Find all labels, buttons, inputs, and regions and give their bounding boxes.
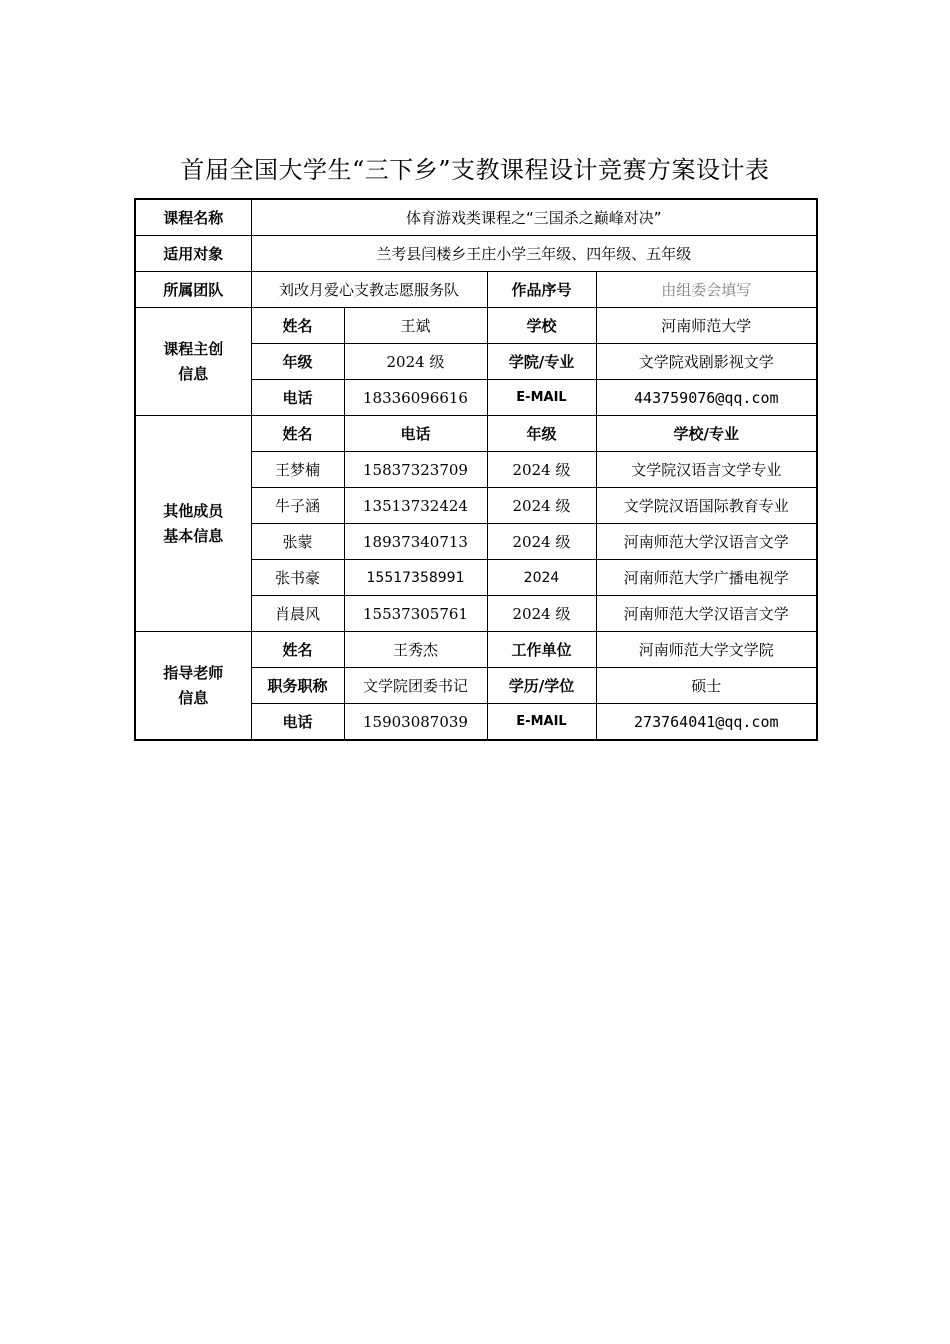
creator-school-value: 河南师范大学 <box>596 308 817 344</box>
team-label: 所属团队 <box>135 272 251 308</box>
advisor-position-label: 职务职称 <box>251 668 344 704</box>
creator-row-name <box>135 308 817 344</box>
creator-phone-value: 18336096616 <box>344 380 487 416</box>
advisor-name-value: 王秀杰 <box>344 632 487 668</box>
creator-college-value: 文学院戏剧影视文学 <box>596 344 817 380</box>
member-name: 肖晨风 <box>251 596 344 632</box>
member-name: 张蒙 <box>251 524 344 560</box>
advisor-unit-label: 工作单位 <box>487 632 596 668</box>
advisor-phone-value: 15903087039 <box>344 704 487 741</box>
creator-section-text: 课程主创信息 <box>163 339 224 383</box>
member-name: 张书豪 <box>251 560 344 596</box>
members-header-school: 学校/专业 <box>596 416 817 452</box>
advisor-degree-label: 学历/学位 <box>487 668 596 704</box>
advisor-unit-value: 河南师范大学文学院 <box>596 632 817 668</box>
course-name-label: 课程名称 <box>135 199 251 236</box>
member-school: 河南师范大学广播电视学 <box>596 560 817 596</box>
team-value: 刘改月爱心支教志愿服务队 <box>251 272 487 308</box>
member-school: 文学院汉语国际教育专业 <box>596 488 817 524</box>
members-section-label <box>135 416 251 632</box>
creator-school-label: 学校 <box>487 308 596 344</box>
member-phone: 18937340713 <box>344 524 487 560</box>
creator-grade-label: 年级 <box>251 344 344 380</box>
audience-row <box>135 236 817 272</box>
serial-label: 作品序号 <box>487 272 596 308</box>
course-name-value: 体育游戏类课程之“三国杀之巅峰对决” <box>251 199 817 236</box>
member-name: 牛子涵 <box>251 488 344 524</box>
creator-college-label: 学院/专业 <box>487 344 596 380</box>
member-phone: 15517358991 <box>344 560 487 596</box>
members-header-grade: 年级 <box>487 416 596 452</box>
team-row <box>135 272 817 308</box>
creator-name-value: 王斌 <box>344 308 487 344</box>
member-school: 文学院汉语言文学专业 <box>596 452 817 488</box>
members-header-phone: 电话 <box>344 416 487 452</box>
advisor-section-text: 指导老师信息 <box>163 663 224 707</box>
course-design-form-table <box>134 198 818 741</box>
advisor-row-name <box>135 632 817 668</box>
creator-email-value: 443759076@qq.com <box>596 380 817 416</box>
member-grade: 2024 级 <box>487 596 596 632</box>
course-name-row <box>135 199 817 236</box>
audience-label: 适用对象 <box>135 236 251 272</box>
members-section-text: 其他成员基本信息 <box>163 501 224 545</box>
serial-value: 由组委会填写 <box>596 272 817 308</box>
advisor-email-label: E-MAIL <box>487 704 596 741</box>
member-school: 河南师范大学汉语言文学 <box>596 524 817 560</box>
document-title: 首届全国大学生“三下乡”支教课程设计竞赛方案设计表 <box>180 156 770 184</box>
member-phone: 13513732424 <box>344 488 487 524</box>
member-grade: 2024 <box>487 560 596 596</box>
advisor-section-label <box>135 632 251 741</box>
advisor-email-value: 273764041@qq.com <box>596 704 817 741</box>
creator-section-label <box>135 308 251 416</box>
members-header-row <box>135 416 817 452</box>
audience-value: 兰考县闫楼乡王庄小学三年级、四年级、五年级 <box>251 236 817 272</box>
creator-phone-label: 电话 <box>251 380 344 416</box>
advisor-name-label: 姓名 <box>251 632 344 668</box>
creator-name-label: 姓名 <box>251 308 344 344</box>
advisor-degree-value: 硕士 <box>596 668 817 704</box>
creator-grade-value: 2024 级 <box>344 344 487 380</box>
member-grade: 2024 级 <box>487 488 596 524</box>
members-header-name: 姓名 <box>251 416 344 452</box>
member-name: 王梦楠 <box>251 452 344 488</box>
creator-email-label: E-MAIL <box>487 380 596 416</box>
advisor-phone-label: 电话 <box>251 704 344 741</box>
member-school: 河南师范大学汉语言文学 <box>596 596 817 632</box>
member-phone: 15837323709 <box>344 452 487 488</box>
advisor-position-value: 文学院团委书记 <box>344 668 487 704</box>
member-grade: 2024 级 <box>487 524 596 560</box>
member-phone: 15537305761 <box>344 596 487 632</box>
member-grade: 2024 级 <box>487 452 596 488</box>
